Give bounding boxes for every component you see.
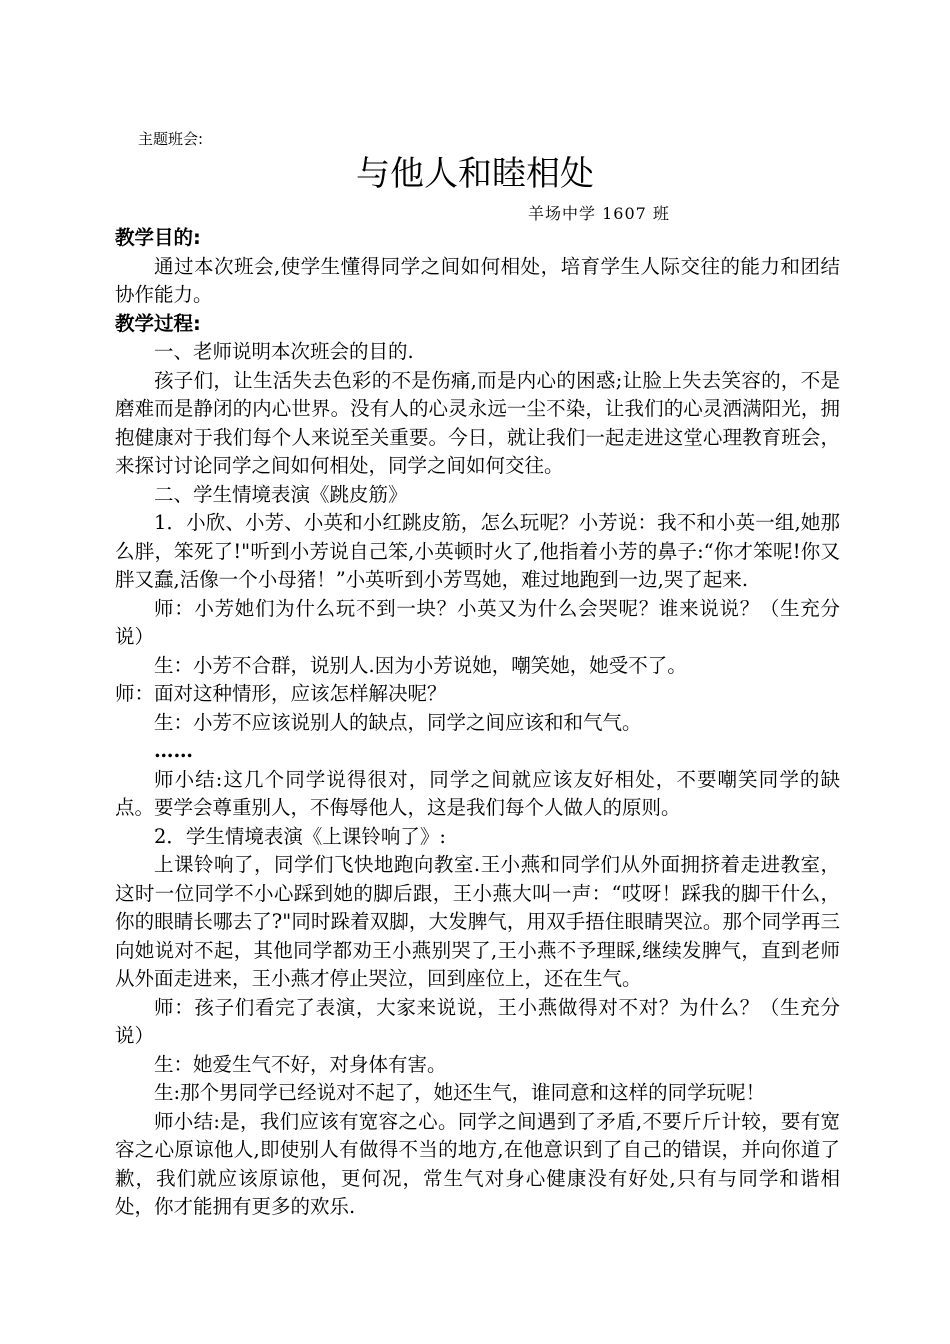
paragraph-student-answer-4: 生:那个男同学已经说对不起了，她还生气，谁同意和这样的同学玩呢！	[154, 1081, 766, 1104]
paragraph-step-1: 一、老师说明本次班会的目的.	[154, 340, 414, 363]
paragraph-student-answer-1: 生：小芳不合群，说别人.因为小芳说她，嘲笑她，她受不了。	[154, 653, 687, 677]
goal-heading: 教学目的:	[115, 226, 201, 249]
paragraph-student-answer-3: 生：她爱生气不好，对身体有害。	[154, 1052, 447, 1076]
process-heading: 教学过程:	[115, 311, 201, 335]
document-title: 与他人和睦相处	[356, 154, 594, 194]
pre-title: 主题班会:	[138, 130, 204, 148]
paragraph-teacher-question-3: 师：孩子们看完了表演，大家来说说，王小燕做得对不对？为什么？（生充分说）	[115, 995, 840, 1047]
paragraph-summary-1: 师小结:这几个同学说得很对，同学之间就应该友好相处，不要嘲笑同学的缺点。要学会尊重别人，不侮辱他人，这是我们每个人做人的原则。	[115, 767, 840, 819]
paragraph-teacher-question-1: 师：小芳她们为什么玩不到一块？小英又为什么会哭呢？谁来说说？（生充分说）	[115, 596, 840, 648]
paragraph-step-2: 二、学生情境表演《跳皮筋》	[154, 482, 408, 506]
paragraph-teacher-question-2: 师：面对这种情形，应该怎样解决呢？	[115, 682, 447, 705]
paragraph-scene-1: 1．小欣、小芳、小英和小红跳皮筋，怎么玩呢？小芳说：我不和小英一组,她那么胖，笨死了!"听到小芳说自己笨,小英顿时火了,他指着小芳的鼻子:“你才笨呢!你又胖又蠢,活像一个小母猪！”小英听到小芳骂她，难过地跑到一边,哭了起来.	[115, 511, 840, 591]
paragraph-summary-2: 师小结:是，我们应该有宽容之心。同学之间遇到了矛盾,不要斤斤计较，要有宽容之心原谅他人,即使别人有做得不当的地方,在他意识到了自己的错误，并向你道了歉，我们就应该原谅他，更何况，常生气对身心健康没有好处,只有与同学和谐相处，你才能拥有更多的欢乐.	[115, 1109, 840, 1218]
paragraph-intro: 孩子们，让生活失去色彩的不是伤痛,而是内心的困惑;让脸上失去笑容的，不是磨难而是静闭的内心世界。没有人的心灵永远一尘不染，让我们的心灵洒满阳光，拥抱健康对于我们每个人来说至关重要。今日，就让我们一起走进这堂心理教育班会，来探讨讨论同学之间如何相处，同学之间如何交往。	[115, 368, 840, 477]
document-body	[115, 224, 840, 1222]
school-class-label: 羊场中学 1607 班	[528, 204, 670, 223]
goal-text: 通过本次班会,使学生懂得同学之间如何相处，培育学生人际交往的能力和团结协作能力。	[115, 254, 840, 306]
ellipsis: ……	[154, 739, 193, 762]
paragraph-scene-2-heading: 2．学生情境表演《上课铃响了》:	[154, 824, 446, 848]
paragraph-student-answer-2: 生：小芳不应该说别人的缺点，同学之间应该和和气气。	[154, 710, 642, 734]
paragraph-scene-2: 上课铃响了，同学们飞快地跑向教室.王小燕和同学们从外面拥挤着走进教室，这时一位同学不小心踩到她的脚后跟，王小燕大叫一声：“哎呀！踩我的脚干什么，你的眼睛长哪去了?"同时跺着双脚，大发脾气，用双手捂住眼睛哭泣。那个同学再三向她说对不起，其他同学都劝王小燕别哭了,王小燕不予理睬,继续发脾气，直到老师从外面走进来，王小燕才停止哭泣，回到座位上，还在生气。	[115, 853, 840, 990]
